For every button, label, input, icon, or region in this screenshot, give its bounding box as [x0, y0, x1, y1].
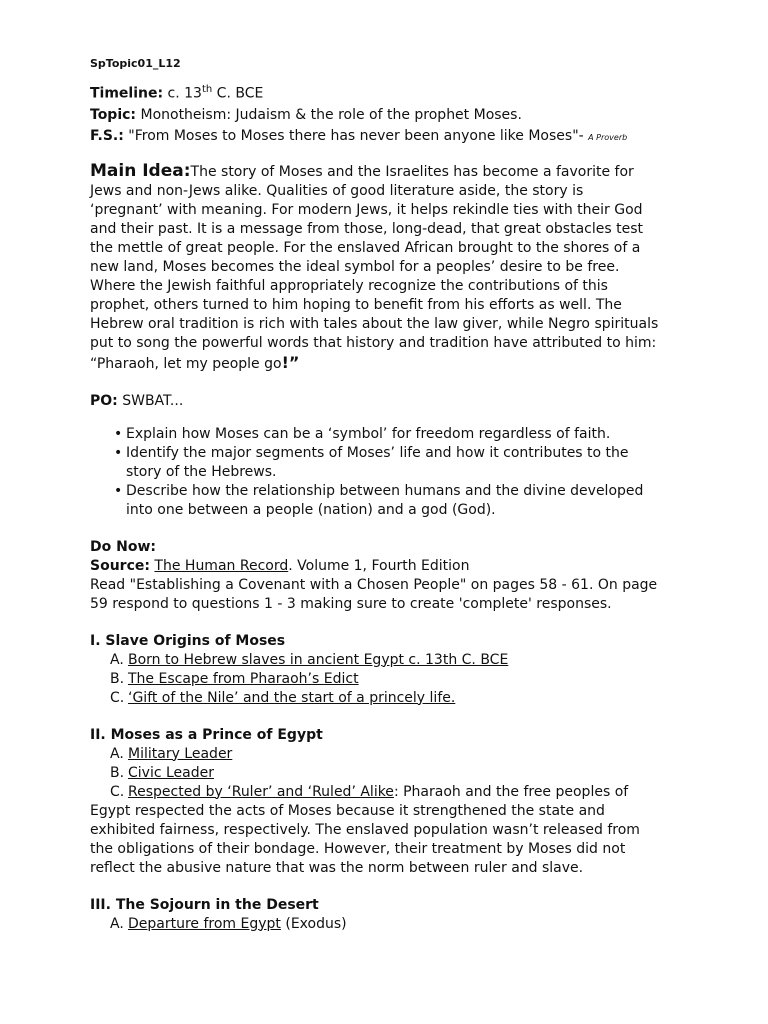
- outline-list: [90, 745, 660, 783]
- section-title: III. The Sojourn in the Desert: [90, 896, 319, 913]
- timeline-value-pre: c. 13: [167, 85, 202, 102]
- outline-item: [110, 651, 660, 670]
- fs-value: "From Moses to Moses there has never been anyone like Moses"-: [128, 127, 589, 144]
- main-idea-text: The story of Moses and the Israelites has become a favorite for Jews and non-Jews alike. Qualities of good literature aside, the story is ‘pregnant’ with meaning. For modern Jews, it helps rekindle ties with their God and their past. It is a message from those, long-dead, that great obstacles test the mettle of great people. For the enslaved African brought to the shores of a new land, Moses becomes the ideal symbol for a peoples’ desire to be free. Where the Jewish faithful appropriately recognize the contributions of this prophet, others turned to him hoping to benefit from his efforts as well. The Hebrew oral tradition is rich with tales about the law giver, while Negro spirituals put to song the powerful words that history and tradition have attributed to him: “Pharaoh, let my people go: [90, 163, 659, 372]
- timeline-value-sup: th: [201, 84, 213, 95]
- section-slave-origins: [90, 632, 660, 708]
- outline-letter: C.: [110, 689, 125, 706]
- objectives-list: [90, 425, 660, 520]
- outline-list: [90, 651, 660, 708]
- outline-item-c-text: : Pharaoh and the free peoples of Egypt respected the acts of Moses because it strengthened the state and exhibited fairness, respectively. The enslaved population wasn’t released from the obligations of their bondage. However, their treatment by Moses did not reflect the abusive nature that was the norm between ruler and slave.: [90, 783, 640, 876]
- source-label: Source:: [90, 557, 150, 574]
- main-idea-label: Main Idea:: [90, 160, 191, 181]
- timeline-label: Timeline:: [90, 85, 164, 102]
- outline-item-c-paragraph: [90, 783, 660, 878]
- lesson-plan: [90, 54, 660, 934]
- do-now-label: Do Now:: [90, 538, 156, 555]
- timeline-value-post: C. BCE: [212, 85, 264, 102]
- source-title-link[interactable]: The Human Record: [154, 557, 289, 574]
- topic-row: [90, 105, 660, 126]
- po-text: SWBAT...: [122, 392, 184, 409]
- main-idea-end: !”: [281, 352, 300, 372]
- outline-letter: A.: [110, 915, 124, 932]
- outline-item: [110, 764, 660, 783]
- fs-source: A Proverb: [588, 132, 628, 142]
- outline-letter: A.: [110, 651, 124, 668]
- timeline-row: [90, 79, 660, 105]
- section-sojourn-desert: [90, 896, 660, 934]
- outline-item: [110, 745, 660, 764]
- po-label: PO:: [90, 392, 118, 409]
- objective-item: • Identify the major segments of Moses’ life and how it contributes to the story of the Hebrews.: [126, 444, 660, 482]
- main-idea-paragraph: [90, 162, 660, 374]
- outline-link[interactable]: Born to Hebrew slaves in ancient Egypt c. 13th C. BCE: [128, 651, 509, 668]
- outline-link[interactable]: Civic Leader: [128, 764, 214, 781]
- fs-row: [90, 126, 660, 148]
- outline-item: [110, 915, 660, 934]
- outline-list: [90, 915, 660, 934]
- section-prince-of-egypt: [90, 726, 660, 878]
- outline-letter: B.: [110, 764, 125, 781]
- lesson-id: SpTopic01_L12: [90, 57, 181, 70]
- fs-label: F.S.:: [90, 127, 124, 144]
- do-now-instructions: Read "Establishing a Covenant with a Chosen People" on pages 58 - 61. On page 59 respond to questions 1 - 3 making sure to create 'complete' responses.: [90, 576, 658, 612]
- do-now-section: [90, 538, 660, 614]
- outline-link[interactable]: Departure from Egypt: [128, 915, 281, 932]
- outline-letter: C.: [110, 783, 125, 800]
- po-heading: [90, 392, 660, 411]
- objective-item: • Explain how Moses can be a ‘symbol’ for freedom regardless of faith.: [126, 425, 660, 444]
- outline-letter: A.: [110, 745, 124, 762]
- outline-item: [110, 670, 660, 689]
- objective-item: • Describe how the relationship between humans and the divine developed into one between a people (nation) and a god (God).: [126, 482, 660, 520]
- outline-link[interactable]: ‘Gift of the Nile’ and the start of a princely life.: [128, 689, 456, 706]
- topic-label: Topic:: [90, 106, 137, 123]
- section-title: II. Moses as a Prince of Egypt: [90, 726, 323, 743]
- outline-link[interactable]: Military Leader: [128, 745, 233, 762]
- outline-link[interactable]: Respected by ‘Ruler’ and ‘Ruled’ Alike: [128, 783, 394, 800]
- outline-link[interactable]: The Escape from Pharaoh’s Edict: [128, 670, 359, 687]
- outline-letter: B.: [110, 670, 125, 687]
- section-title: I. Slave Origins of Moses: [90, 632, 286, 649]
- source-line: [90, 557, 660, 576]
- source-rest: . Volume 1, Fourth Edition: [288, 557, 470, 574]
- outline-item: [110, 689, 660, 708]
- outline-note: (Exodus): [280, 915, 347, 932]
- topic-value: Monotheism: Judaism & the role of the prophet Moses.: [140, 106, 522, 123]
